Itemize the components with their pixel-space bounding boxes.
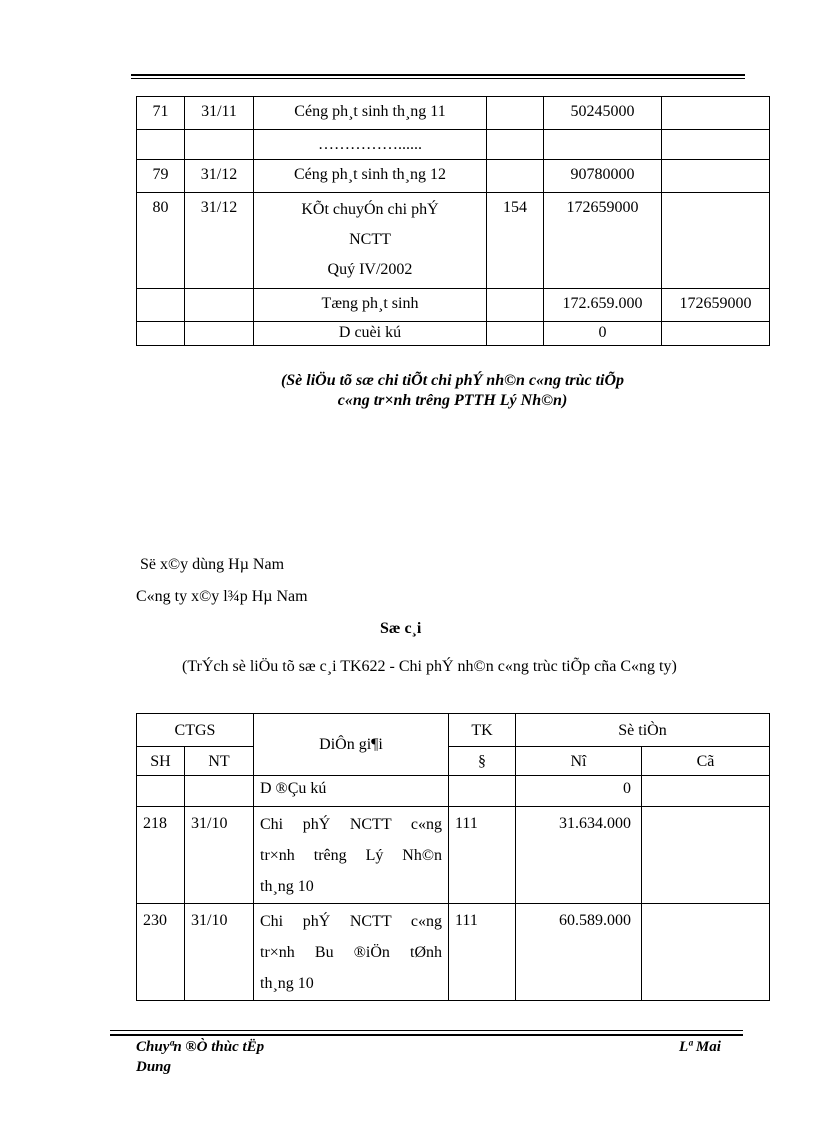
cell-sh (137, 776, 185, 807)
entry-account (487, 289, 544, 322)
entry-description: ……………...... (254, 130, 487, 160)
cell-nt (185, 776, 254, 807)
entry-number (137, 289, 185, 322)
header-tk-contra: § (449, 747, 516, 776)
closing-balance-value: 0 (544, 322, 662, 346)
total-debit: 172.659.000 (544, 289, 662, 322)
entry-number: 80 (137, 193, 185, 289)
header-description: DiÔn gi¶i (254, 714, 449, 776)
entry-number (137, 322, 185, 346)
cell-nt: 31/10 (185, 904, 254, 1001)
header-credit: Cã (642, 747, 770, 776)
caption-line: (Sè liÖu tõ sæ chi tiÕt chi phÝ nh©n c«ng trùc tiÕp (280, 372, 625, 389)
table-row (137, 97, 770, 130)
general-ledger-table (136, 713, 770, 1001)
cell-credit (642, 904, 770, 1001)
cell-tk (449, 776, 516, 807)
entry-date: 31/12 (185, 160, 254, 193)
cell-debit: 31.634.000 (516, 807, 642, 904)
table-row (137, 130, 770, 160)
description-line: th¸ng 10 (260, 878, 314, 895)
entry-description: Céng ph¸t sinh th¸ng 11 (254, 97, 487, 130)
total-label: Tæng ph¸t sinh (254, 289, 487, 322)
entry-account: 154 (487, 193, 544, 289)
footer-title-line: Chuyªn ®Ò thùc tËp (136, 1039, 265, 1055)
cell-description (254, 904, 449, 1001)
caption-line: c«ng tr×nh trêng PTTH Lý Nh©n) (337, 392, 568, 409)
opening-balance-label: D ®Çu kú (254, 776, 449, 807)
header-rule-thick (131, 74, 745, 76)
entry-description-line: NCTT (349, 231, 391, 248)
footer-author: Lª Mai (679, 1039, 721, 1055)
section-heading: Sæ c¸i (380, 620, 422, 637)
description-line: Chi phÝ NCTT c«ng (260, 816, 442, 833)
table-row (137, 289, 770, 322)
entry-number: 71 (137, 97, 185, 130)
entry-number (137, 130, 185, 160)
entry-description (254, 193, 487, 289)
entry-credit (662, 322, 770, 346)
entry-description-line: Quý IV/2002 (327, 261, 413, 278)
table-caption (136, 371, 769, 411)
cell-sh: 230 (137, 904, 185, 1001)
entry-description: Céng ph¸t sinh th¸ng 12 (254, 160, 487, 193)
entry-debit (544, 130, 662, 160)
total-credit: 172659000 (662, 289, 770, 322)
cell-description (254, 807, 449, 904)
table-row (137, 322, 770, 346)
table-row (137, 160, 770, 193)
footer-title-line: Dung (136, 1059, 172, 1075)
description-line: tr×nh trêng Lý Nh©n (260, 847, 442, 864)
intro-paragraph: (TrÝch sè liÖu tõ sæ c¸i TK622 - Chi phÝ nh©n c«ng trùc tiÕp cña C«ng ty) (182, 658, 677, 675)
entry-account (487, 160, 544, 193)
table-row (137, 904, 770, 1001)
department-name: Së x©y dùng Hµ Nam (140, 556, 285, 573)
header-nt: NT (185, 747, 254, 776)
entry-credit (662, 193, 770, 289)
entry-credit (662, 130, 770, 160)
entry-account (487, 322, 544, 346)
cell-credit (642, 776, 770, 807)
description-line: tr×nh Bu ®iÖn tØnh (260, 944, 442, 961)
table-row (137, 776, 770, 807)
footer-title (136, 1037, 264, 1077)
header-amount: Sè tiÒn (516, 714, 770, 747)
table-row (137, 193, 770, 289)
cell-debit: 60.589.000 (516, 904, 642, 1001)
entry-debit: 50245000 (544, 97, 662, 130)
entry-date: 31/11 (185, 97, 254, 130)
entry-number: 79 (137, 160, 185, 193)
header-rule-thin (131, 78, 745, 79)
footer-rule-thick (110, 1034, 743, 1036)
entry-credit (662, 160, 770, 193)
table-row (137, 807, 770, 904)
entry-debit: 90780000 (544, 160, 662, 193)
cell-nt: 31/10 (185, 807, 254, 904)
table-header-row (137, 747, 770, 776)
entry-account (487, 130, 544, 160)
header-tk: TK (449, 714, 516, 747)
opening-balance-value: 0 (516, 776, 642, 807)
cell-tk: 111 (449, 904, 516, 1001)
header-ctgs: CTGS (137, 714, 254, 747)
closing-balance-label: D cuèi kú (254, 322, 487, 346)
ledger-detail-table (136, 96, 770, 346)
company-name: C«ng ty x©y l¾p Hµ Nam (136, 588, 308, 605)
description-line: th¸ng 10 (260, 975, 314, 992)
header-sh: SH (137, 747, 185, 776)
cell-tk: 111 (449, 807, 516, 904)
entry-description-line: KÕt chuyÓn chi phÝ (301, 201, 439, 218)
entry-account (487, 97, 544, 130)
table-header-row (137, 714, 770, 747)
description-line: Chi phÝ NCTT c«ng (260, 913, 442, 930)
entry-credit (662, 97, 770, 130)
entry-date (185, 130, 254, 160)
entry-debit: 172659000 (544, 193, 662, 289)
entry-date (185, 322, 254, 346)
entry-date: 31/12 (185, 193, 254, 289)
footer-rule-thin (110, 1030, 743, 1031)
cell-credit (642, 807, 770, 904)
header-debit: Nî (516, 747, 642, 776)
cell-sh: 218 (137, 807, 185, 904)
entry-date (185, 289, 254, 322)
